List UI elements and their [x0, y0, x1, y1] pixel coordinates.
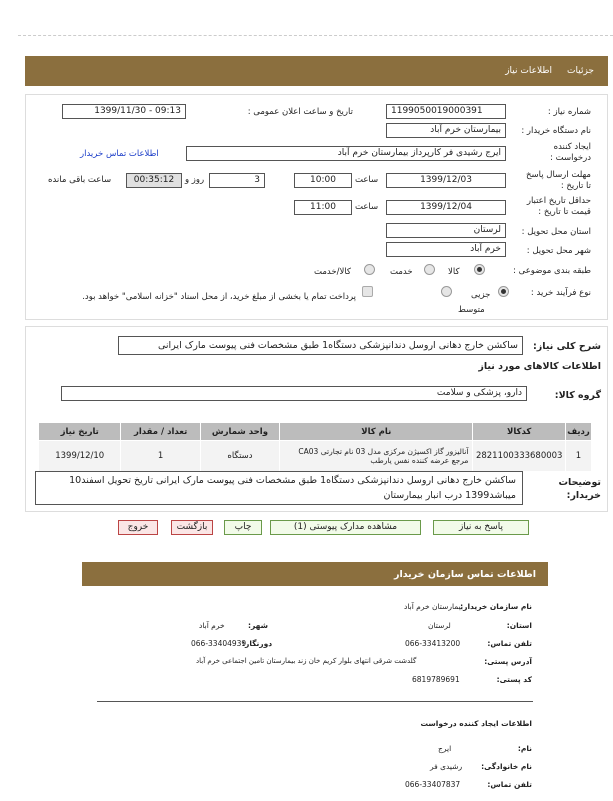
- goods-group-label: گروه کالا:: [554, 390, 601, 401]
- need-number-label: شماره نیاز :: [547, 107, 591, 117]
- city-label: شهر محل تحویل :: [526, 246, 591, 256]
- reply-date-field: 1399/12/03: [386, 173, 506, 188]
- reply-button[interactable]: پاسخ به نیاز: [433, 520, 529, 535]
- category-service-radio[interactable]: [424, 264, 435, 275]
- creator-phone: 066-33407837: [405, 780, 461, 789]
- contact-address: گلدشت شرقی انتهای بلوار کریم خان زند بیمارستان تامین اجتماعی خرم آباد: [196, 657, 417, 665]
- creator-last-name: رشیدی فر: [430, 762, 463, 771]
- city-field: خرم آباد: [386, 242, 506, 257]
- process-partial-label: جزیی: [471, 290, 491, 300]
- back-button[interactable]: بازگشت: [171, 520, 213, 535]
- creator-last-name-label: نام خانوادگی:: [481, 762, 532, 771]
- process-label: نوع فرآیند خرید :: [530, 288, 591, 298]
- contact-province-label: استان:: [506, 621, 532, 630]
- province-field: لرستان: [386, 223, 506, 238]
- process-medium-radio[interactable]: [441, 286, 452, 297]
- col-unit: واحد شمارش: [200, 423, 279, 441]
- col-name: نام کالا: [280, 423, 473, 441]
- buyer-org-label: نام دستگاه خریدار :: [521, 126, 591, 136]
- creator-first-name-label: نام:: [517, 744, 532, 753]
- contact-fax-label: دورنگار:: [242, 639, 273, 648]
- contact-phone-label: تلفن تماس:: [487, 639, 532, 648]
- buyer-notes-label: توضیحات خریدار:: [558, 477, 601, 501]
- price-time-label: ساعت: [355, 202, 379, 212]
- contact-org-label: نام سازمان خریدار:: [460, 602, 532, 611]
- table-row: [39, 441, 592, 472]
- breadcrumb-need-info[interactable]: اطلاعات نیاز: [505, 66, 552, 76]
- category-service-label: خدمت: [390, 267, 413, 277]
- category-both-radio[interactable]: [364, 264, 375, 275]
- goods-group-field: دارو، پزشکی و سلامت: [61, 386, 527, 401]
- contact-city-label: شهر:: [248, 621, 268, 630]
- price-date-field: 1399/12/04: [386, 200, 506, 215]
- cell-qty: 1: [121, 441, 200, 472]
- cell-row: 1: [565, 441, 591, 472]
- days-label: روز و: [185, 175, 205, 185]
- attachments-button[interactable]: مشاهده مدارک پیوستی (1): [270, 520, 421, 535]
- contact-org: بیمارستان خرم آباد: [404, 602, 463, 611]
- reply-deadline-label: مهلت ارسال پاسخ تا تاریخ :: [526, 170, 591, 191]
- top-rule: [18, 35, 613, 36]
- price-validity-label: حداقل تاریخ اعتبار قیمت تا تاریخ :: [526, 196, 591, 217]
- creator-info-title: اطلاعات ایجاد کننده درخواست: [420, 719, 532, 728]
- buyer-org-field: بیمارستان خرم آباد: [386, 123, 506, 138]
- creator-first-name: ایرج: [438, 744, 452, 753]
- category-goods-label: کالا: [448, 267, 460, 277]
- goods-table-header: [39, 423, 592, 441]
- exit-button[interactable]: خروج: [118, 520, 158, 535]
- summary-label: شرح کلی نیاز:: [532, 341, 601, 352]
- reply-time-field: 10:00: [294, 173, 352, 188]
- creator-phone-label: تلفن تماس:: [487, 780, 532, 789]
- contact-fax: 066-33404939: [191, 639, 247, 648]
- contact-postal: 6819789691: [412, 675, 460, 684]
- contact-province: لرستان: [428, 621, 451, 630]
- col-date: تاریخ نیاز: [39, 423, 121, 441]
- contact-city: خرم آباد: [199, 621, 225, 630]
- remaining-label: ساعت باقی مانده: [48, 175, 112, 185]
- breadcrumb-details[interactable]: جزئیات: [567, 66, 594, 76]
- category-label: طبقه بندی موضوعی :: [513, 266, 591, 276]
- summary-text: ساکشن خارج دهانی اروسل دندانپزشکی دستگاه1 طبق مشخصات فنی پیوست مارک ایرانی: [118, 336, 523, 355]
- category-both-label: کالا/خدمت: [314, 267, 351, 277]
- payment-checkbox[interactable]: [362, 286, 373, 297]
- province-label: استان محل تحویل :: [521, 227, 591, 237]
- goods-table: [38, 422, 592, 472]
- category-goods-radio[interactable]: [474, 264, 485, 275]
- cell-unit: دستگاه: [200, 441, 279, 472]
- payment-text: پرداخت تمام یا بخشی از مبلغ خرید، از محل اسناد "خزانه اسلامی" خواهد بود.: [82, 292, 356, 302]
- cell-date: 1399/12/10: [39, 441, 121, 472]
- cell-code: 2821100333680003: [473, 441, 566, 472]
- announce-label: تاریخ و ساعت اعلان عمومی :: [247, 107, 353, 117]
- contact-postal-label: کد پستی:: [496, 675, 532, 684]
- contact-title: اطلاعات تماس سازمان خریدار: [393, 569, 536, 580]
- print-button[interactable]: چاپ: [224, 520, 262, 535]
- remaining-time-field: 00:35:12: [126, 173, 182, 188]
- contact-phone: 066-33413200: [405, 639, 461, 648]
- contact-address-label: آدرس پستی:: [484, 657, 532, 666]
- goods-info-title: اطلاعات کالاهای مورد نیاز: [478, 361, 601, 372]
- days-field: 3: [209, 173, 265, 188]
- col-row: ردیف: [565, 423, 591, 441]
- buyer-notes-text: ساکشن خارج دهانی اروسل دندانپزشکی دستگاه1 طبق مشخصات فنی پیوست مارک ایرانی تاریخ تحویل اسفند10 میباشد1399 درب انبار بیمارستان: [35, 471, 523, 505]
- reply-time-label: ساعت: [355, 175, 379, 185]
- col-qty: تعداد / مقدار: [121, 423, 200, 441]
- buyer-contact-link[interactable]: اطلاعات تماس خریدار: [80, 149, 159, 159]
- contact-divider: [97, 701, 533, 702]
- need-number-field: 1199050019000391: [386, 104, 506, 119]
- creator-field: ایرج رشیدی فر کارپرداز بیمارستان خرم آباد: [186, 146, 506, 161]
- announce-field: 1399/11/30 - 09:13: [62, 104, 186, 119]
- price-time-field: 11:00: [294, 200, 352, 215]
- process-medium-label: متوسط: [458, 305, 485, 315]
- contact-header-bar: [82, 562, 548, 586]
- cell-name: آنالیزور گاز اکسیژن مرکزی مدل 03 نام تجارتی CA03 مرجع عرضه کننده نفس یارطب: [280, 441, 473, 472]
- creator-label: ایجاد کننده درخواست :: [550, 142, 591, 163]
- page-header-bar: [25, 56, 608, 86]
- col-code: کدکالا: [473, 423, 566, 441]
- process-partial-radio[interactable]: [498, 286, 509, 297]
